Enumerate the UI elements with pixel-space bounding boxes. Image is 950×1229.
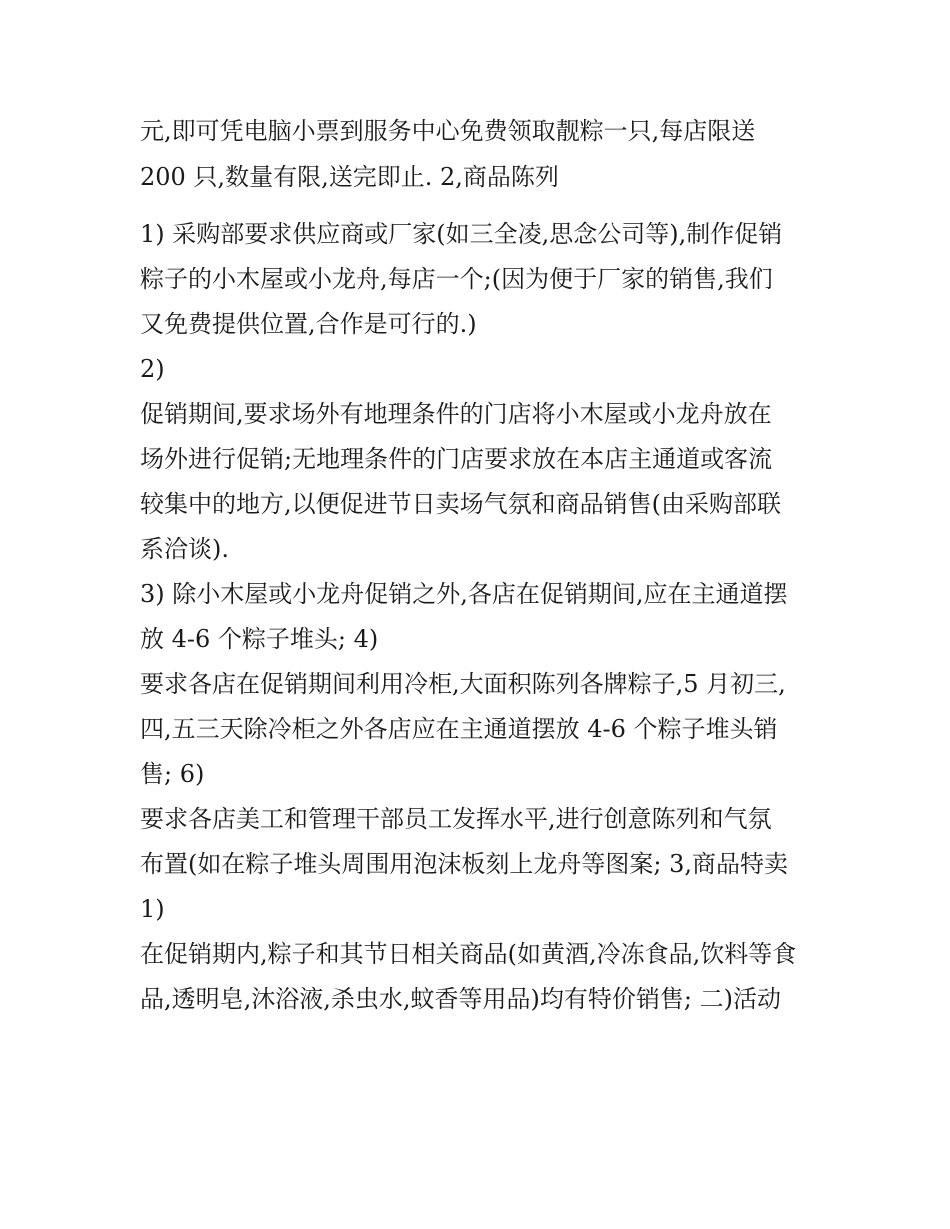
text-line: 200 只,数量有限,送完即止. 2,商品陈列 xyxy=(140,163,559,191)
text-line: 粽子的小木屋或小龙舟,每店一个;(因为便于厂家的销售,我们 xyxy=(140,265,773,293)
text-line: 1) 采购部要求供应商或厂家(如三全凌,思念公司等),制作促销 xyxy=(140,220,783,248)
text-line: 系洽谈). xyxy=(140,535,229,563)
text-line: 较集中的地方,以便促进节日卖场气氛和商品销售(由采购部联 xyxy=(140,490,781,518)
text-line: 四,五三天除冷柜之外各店应在主通道摆放 4-6 个粽子堆头销 xyxy=(140,715,778,743)
text-line: 1) xyxy=(140,895,165,923)
text-line: 在促销期内,粽子和其节日相关商品(如黄酒,冷冻食品,饮料等食 xyxy=(140,940,797,968)
text-line: 要求各店在促销期间利用冷柜,大面积陈列各牌粽子,5 月初三, xyxy=(140,670,786,698)
text-line: 元,即可凭电脑小票到服务中心免费领取靓粽一只,每店限送 xyxy=(140,117,756,145)
text-line: 场外进行促销;无地理条件的门店要求放在本店主通道或客流 xyxy=(140,445,773,473)
text-line: 要求各店美工和管理干部员工发挥水平,进行创意陈列和气氛 xyxy=(140,805,772,833)
text-line: 2) xyxy=(140,355,165,383)
text-line: 布置(如在粽子堆头周围用泡沫板刻上龙舟等图案; 3,商品特卖 xyxy=(140,850,788,878)
text-line: 又免费提供位置,合作是可行的.) xyxy=(140,310,477,338)
text-line: 3) 除小木屋或小龙舟促销之外,各店在促销期间,应在主通道摆 xyxy=(140,580,788,608)
text-line: 放 4-6 个粽子堆头; 4) xyxy=(140,625,379,653)
document-body xyxy=(140,109,840,1022)
text-line: 促销期间,要求场外有地理条件的门店将小木屋或小龙舟放在 xyxy=(140,400,772,428)
text-line: 售; 6) xyxy=(140,760,205,788)
text-line: 品,透明皂,沐浴液,杀虫水,蚊香等用品)均有特价销售; 二)活动 xyxy=(140,985,781,1013)
